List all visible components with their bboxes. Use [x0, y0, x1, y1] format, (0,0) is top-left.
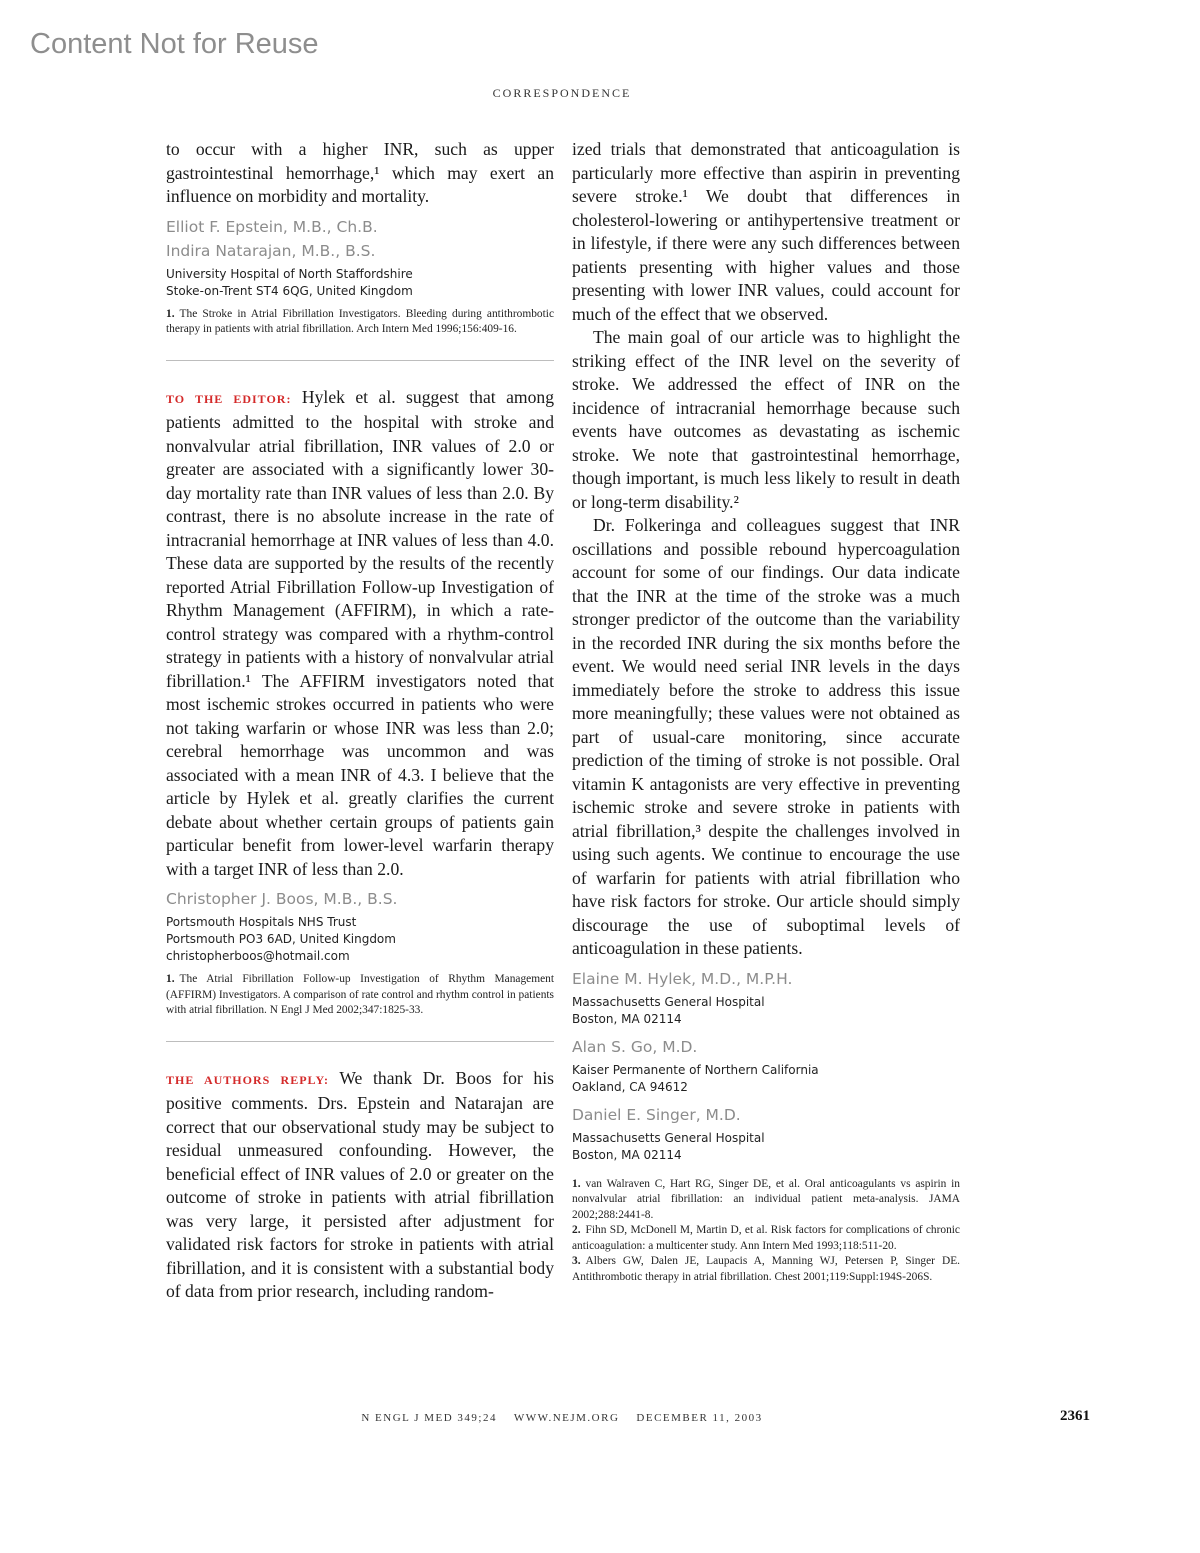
reference-number: 1.	[166, 307, 175, 320]
reference-item	[572, 1223, 960, 1254]
affiliation-line: Massachusetts General Hospital	[572, 994, 765, 1009]
footer-journal: N ENGL J MED 349;24	[361, 1412, 497, 1424]
reply-paragraph-2: The main goal of our article was to highlight the striking effect of the INR level on the severity of stroke. We addressed the effect of INR on the incidence of intracranial hemorrhage because such events have outcomes as devastating as ischemic stroke. We note that gastrointestinal hemorrhage, though important, is much less likely to result in death or long-term disability.²	[572, 327, 960, 512]
author-name: Daniel E. Singer, M.D.	[572, 1105, 741, 1124]
author-name: Christopher J. Boos, M.B., B.S.	[166, 890, 398, 909]
footer-url: WWW.NEJM.ORG	[513, 1412, 620, 1424]
left-column	[166, 138, 554, 1304]
letter2-body	[166, 386, 554, 882]
author-name: Elliot F. Epstein, M.B., Ch.B.	[166, 217, 378, 236]
reply-paragraph-3: Dr. Folkeringa and colleagues suggest that INR oscillations and possible rebound hypercoagulation account for some of our findings. Our data indicate that the INR at the time of the stroke was a much stronger predictor of the outcome than the variability in the recorded INR during the six months before the event. We would need serial INR levels in the days immediately before the stroke to address this issue more meaningfully; these values were not obtained as part of usual-care monitoring, since accurate prediction of the timing of stroke is not possible. Oral vitamin K antagonists are very effective in preventing ischemic stroke and severe stroke in patients with atrial fibrillation,³ despite the challenges involved in using such agents. We continue to encourage the use of warfarin for patients with atrial fibrillation who have risk factors for stroke. Our article should simply discourage the use of suboptimal levels of anticoagulation in these patients.	[572, 515, 960, 958]
section-header: CORRESPONDENCE	[492, 86, 632, 100]
section-divider	[166, 360, 554, 361]
letter1-continued-text: to occur with a higher INR, such as upper gastrointestinal hemorrhage,¹ which may exert an influence on morbidity and mortality.	[166, 139, 554, 206]
section-divider	[166, 1041, 554, 1042]
author-affiliation	[166, 266, 554, 300]
reply-body-left	[166, 1067, 554, 1304]
page-number: 2361	[1060, 1408, 1090, 1424]
reference-number: 1.	[166, 973, 175, 986]
affiliation-line: Boston, MA 02114	[572, 1011, 682, 1026]
reply-paragraph-1b: ized trials that demonstrated that anticoagulation is particularly more effective than aspirin in preventing severe stroke.¹ We doubt that differences in cholesterol-lowering or antihypertensive treatment or in lifestyle, if there were any such differences between patients presenting with higher values and those presenting with lower INR values, could account for much of the effect that we observed.	[572, 139, 960, 324]
author-name: Elaine M. Hylek, M.D., M.P.H.	[572, 969, 793, 988]
letter-label: TO THE EDITOR:	[166, 391, 292, 406]
reference-item	[166, 307, 554, 338]
reference-item	[166, 972, 554, 1019]
author-name: Alan S. Go, M.D.	[572, 1037, 698, 1056]
author-affiliation	[572, 1130, 960, 1164]
author-affiliation	[572, 1062, 960, 1096]
reference-text: The Stroke in Atrial Fibrillation Investigators. Bleeding during antithrombotic therapy in patients with atrial fibrillation. Arch Intern Med 1996;156:409-16.	[166, 307, 554, 336]
reference-text: Albers GW, Dalen JE, Laupacis A, Manning WJ, Petersen P, Singer DE. Antithrombotic therapy in atrial fibrillation. Chest 2001;119:Suppl:194S-206S.	[572, 1255, 960, 1284]
reference-number: 2.	[572, 1224, 581, 1237]
letter2-text: Hylek et al. suggest that among patients admitted to the hospital with stroke and nonvalvular atrial fibrillation, INR values of 2.0 or greater are associated with a significantly lower 30-day mortality rate than INR values of less than 2.0. By contrast, there is no absolute increase in the rate of intracranial hemorrhage at INR values of less than 4.0. These data are supported by the results of the recently reported Atrial Fibrillation Follow-up Investigation of Rhythm Management (AFFIRM), in which a rate-control strategy was compared with a rhythm-control strategy in patients with a history of nonvalvular atrial fibrillation.¹ The AFFIRM investigators noted that most ischemic strokes occurred in patients who were not taking warfarin or whose INR was less than 2.0; cerebral hemorrhage was uncommon and was associated with a mean INR of 4.3. I believe that the article by Hylek et al. greatly clarifies the current debate about whether certain groups of patients gain particular benefit from lower-level warfarin therapy with a target INR of less than 2.0.	[166, 386, 554, 879]
affiliation-line: Portsmouth PO3 6AD, United Kingdom	[166, 932, 396, 947]
affiliation-line: Kaiser Permanente of Northern California	[572, 1062, 819, 1077]
affiliation-line: Boston, MA 02114	[572, 1147, 682, 1162]
right-column	[572, 138, 960, 1286]
reference-number: 1.	[572, 1177, 581, 1190]
affiliation-line: Stoke-on-Trent ST4 6QG, United Kingdom	[166, 283, 413, 298]
reference-item	[572, 1177, 960, 1224]
page-footer	[0, 1412, 1124, 1424]
reference-text: Fihn SD, McDonell M, Martin D, et al. Risk factors for complications of chronic anticoagulation: a multicenter study. Ann Intern Med 1993;118:511-20.	[572, 1224, 960, 1252]
affiliation-line: Portsmouth Hospitals NHS Trust	[166, 915, 357, 930]
reference-item	[572, 1254, 960, 1285]
reply-label: THE AUTHORS REPLY:	[166, 1072, 330, 1087]
reply-paragraph-1a: We thank Dr. Boos for his positive comments. Drs. Epstein and Natarajan are correct that our observational study may be subject to residual unmeasured confounding. However, the beneficial effect of INR values of 2.0 or greater on the outcome of stroke in patients with atrial fibrillation was very large, it persisted after adjustment for validated risk factors for stroke in patients with atrial fibrillation, and it is consistent with a substantial body of data from prior research, including random-	[166, 1067, 554, 1302]
affiliation-line: Oakland, CA 94612	[572, 1079, 688, 1094]
footer-date: DECEMBER 11, 2003	[636, 1412, 763, 1424]
affiliation-line: University Hospital of North Staffordshire	[166, 266, 413, 281]
author-affiliation	[166, 914, 554, 965]
watermark: Content Not for Reuse	[30, 28, 319, 60]
reference-number: 3.	[572, 1255, 581, 1268]
affiliation-line: Massachusetts General Hospital	[572, 1130, 765, 1145]
reference-text: van Walraven C, Hart RG, Singer DE, et al. Oral anticoagulants vs aspirin in nonvalvular atrial fibrillation: an individual patient meta-analysis. JAMA 2002;288:2441-8.	[572, 1177, 960, 1221]
author-email: christopherboos@hotmail.com	[166, 949, 350, 964]
author-name: Indira Natarajan, M.B., B.S.	[166, 241, 376, 260]
author-affiliation	[572, 994, 960, 1028]
reference-text: The Atrial Fibrillation Follow-up Investigation of Rhythm Management (AFFIRM) Investigators. A comparison of rate control and rhythm control in patients with atrial fibrillation. N Engl J Med 2002;347:1825-33.	[166, 973, 554, 1017]
